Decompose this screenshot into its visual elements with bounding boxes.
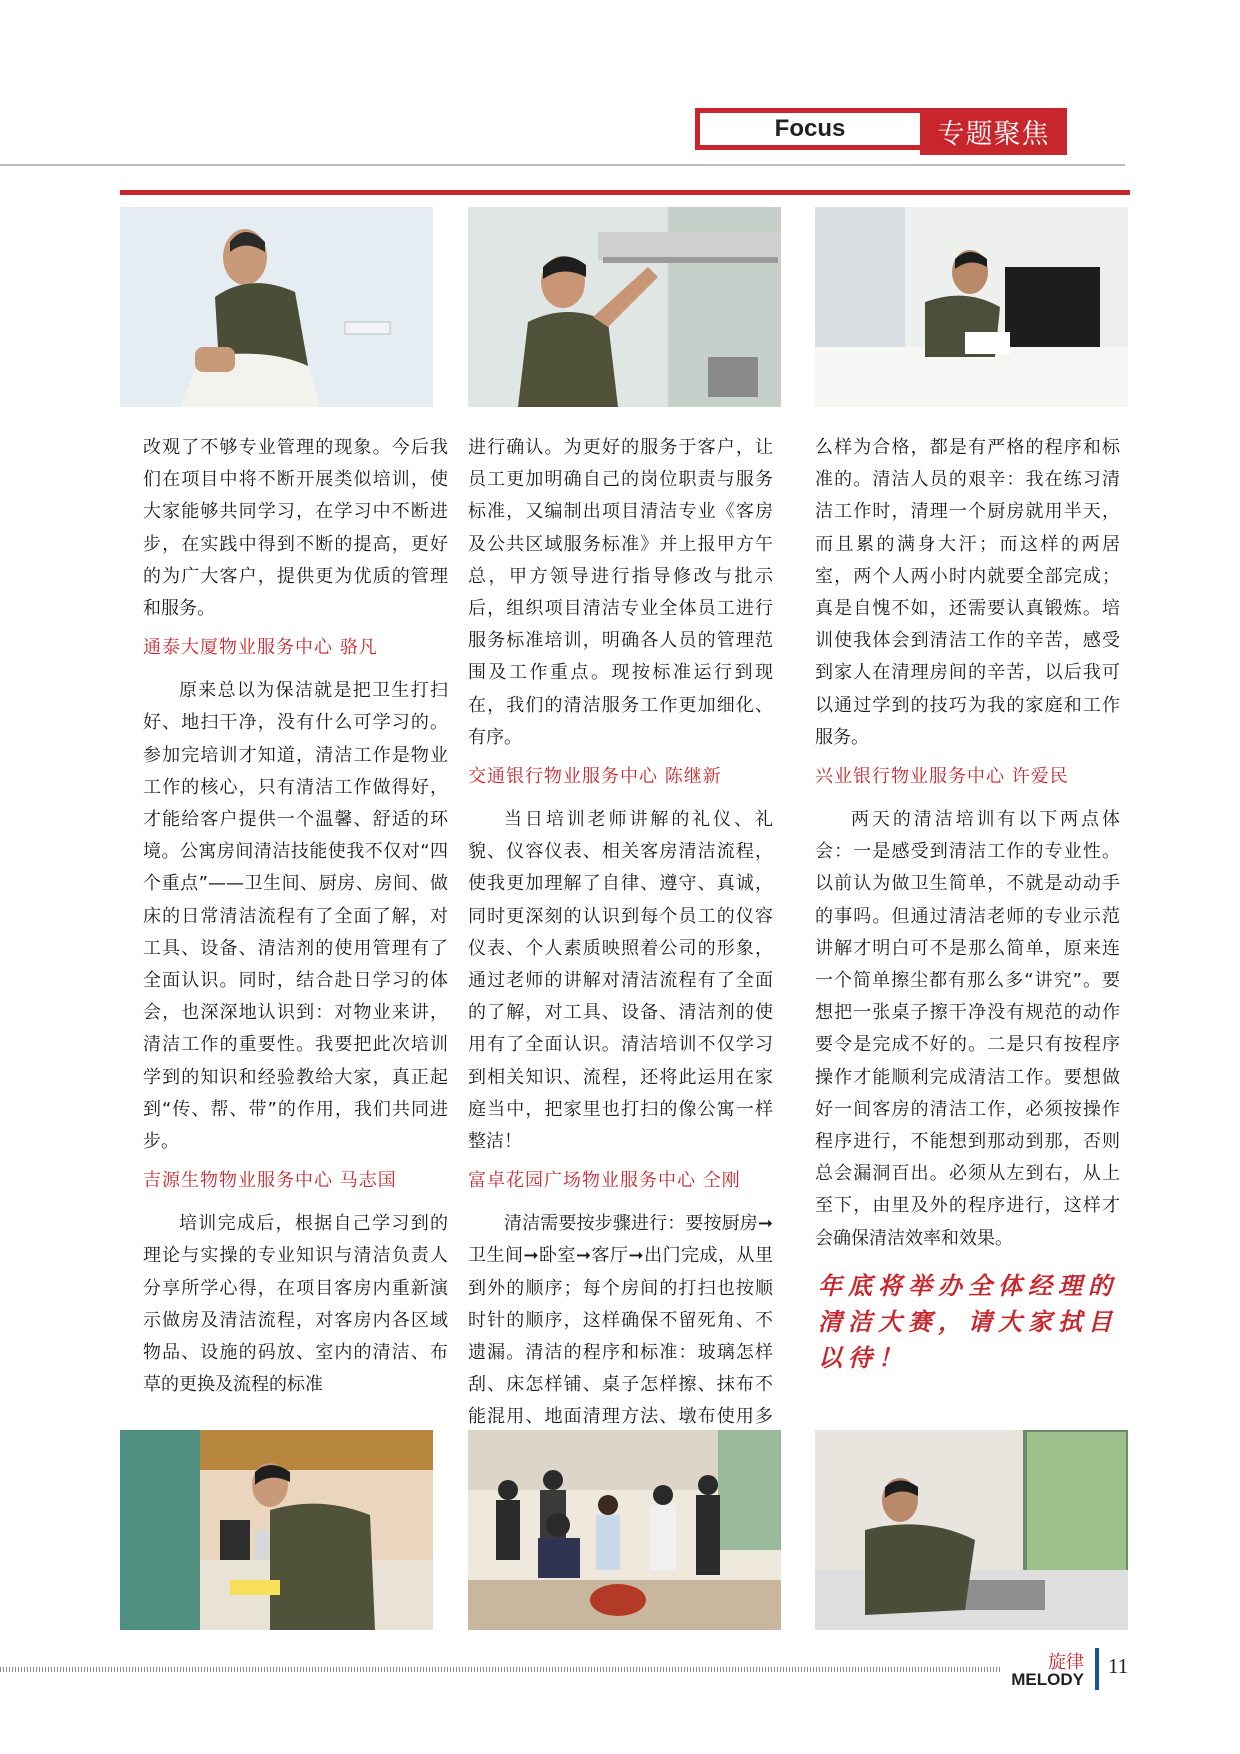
paragraph: 当日培训老师讲解的礼仪、礼貌、仪容仪表、相关客房清洁流程，使我更加理解了自律、遵守、真诚，同时更深刻的认识到每个员工的仪容仪表、个人素质映照着公司的形象，通过老师的讲解对清洁流程有了全面的了解，对工具、设备、清洁剂的使用有了全面认识。清洁培训不仅学习到相关知识、流程，还将此运用在家庭当中，把家里也打扫的像公寓一样整洁！ [468,809,773,1153]
paragraph: 原来总以为保洁就是把卫生打扫好、地扫干净，没有什么可学习的。参加完培训才知道，清洁工作是物业工作的核心，只有清洁工作做得好，才能给客户提供一个温馨、舒适的环境。公寓房间清洁技能使我不仅对“四个重点”——卫生间、厨房、房间、做床的日常清洁流程有了全面了解，对工具、设备、清洁剂的使用管理有了全面认识。同时，结合赴日学习的体会，也深深地认识到：对物业来讲，清洁工作的重要性。我要把此次培训学到的知识和经验教给大家，真正起到“传、帮、带”的作用，我们共同进步。 [143,680,448,1153]
magazine-name-en: MELODY [1011,1670,1084,1689]
text-column-3 [815,432,1120,1255]
paragraph: 进行确认。为更好的服务于客户，让员工更加明确自己的岗位职责与服务标准，又编制出项目清洁专业《客房及公共区域服务标准》并上报甲方午总，甲方领导进行指导修改与批示后，组织项目清洁专业全体员工进行服务标准培训，明确各人员的管理范围及工作重点。现按标准运行到现在，我们的清洁服务工作更加细化、有序。 [468,437,773,748]
photo-man-folding-towel [120,207,433,407]
red-rule [120,190,1130,195]
photo-woman-cleaning-hood [468,207,781,407]
photo-man-making-bed [815,207,1128,407]
page-number: 11 [1108,1654,1129,1678]
section-tab-en: Focus [695,108,920,150]
byline: 吉源生物物业服务中心 马志国 [143,1170,397,1192]
footer-divider [1095,1648,1099,1690]
photo-group-training [468,1430,781,1630]
byline: 交通银行物业服务中心 陈继新 [468,766,722,788]
byline: 富卓花园广场物业服务中心 仝刚 [468,1170,741,1192]
photo-man-washing-sink [815,1430,1128,1630]
photo-woman-kitchen [120,1430,433,1630]
text-column-1 [143,432,448,1401]
paragraph: 么样为合格，都是有严格的程序和标准的。清洁人员的艰辛：我在练习清洁工作时，清理一个厨房就用半天，而且累的满身大汗；而这样的两居室，两个人两小时内就要全部完成；真是自愧不如，还需要认真锻炼。培训使我体会到清洁工作的辛苦，感受到家人在清理房间的辛苦，以后我可以通过学到的技巧为我的家庭和工作服务。 [815,437,1120,748]
top-rule [0,164,1125,166]
paragraph: 培训完成后，根据自己学习到的理论与实操的专业知识与清洁负责人分享所学心得，在项目客房内重新演示做房及清洁流程，对客房内各区域物品、设施的码放、室内的清洁、布草的更换及流程的标准 [143,1213,448,1396]
byline: 通泰大厦物业服务中心 骆凡 [143,637,378,659]
paragraph: 改观了不够专业管理的现象。今后我们在项目中将不断开展类似培训，使大家能够共同学习，在学习中不断进步，在实践中得到不断的提高，更好的为广大客户，提供更为优质的管理和服务。 [143,437,448,620]
section-tab-zh: 专题聚焦 [920,108,1067,155]
paragraph: 两天的清洁培训有以下两点体会：一是感受到清洁工作的专业性。以前认为做卫生简单，不就是动动手的事吗。但通过清洁老师的专业示范讲解才明白可不是那么简单，原来连一个简单擦尘都有那么多“讲究”。要想把一张桌子擦干净没有规范的动作要令是完成不好的。二是只有按程序操作才能顺利完成清洁工作。要想做好一间客房的清洁工作，必须按操作程序进行，不能想到那动到那，否则总会漏洞百出。必须从左到右，从上至下，由里及外的程序进行，这样才会确保清洁效率和效果。 [815,809,1120,1249]
magazine-name-zh: 旋律 [1048,1652,1084,1673]
paragraph: 清洁需要按步骤进行：要按厨房➞卫生间➞卧室➞客厅➞出门完成，从里到外的顺序；每个房间的打扫也按顺时针的顺序，这样确保不留死角、不遗漏。清洁的程序和标准：玻璃怎样刮、床怎样铺、桌子怎样擦、抹布不能混用、地面清理方法、墩布使用多 [468,1213,773,1428]
footer-rule [0,1667,1000,1672]
slogan: 年底将举办全体经理的清洁大赛，请大家拭目以待！ [818,1271,1118,1372]
text-column-2 [468,432,773,1466]
byline: 兴业银行物业服务中心 许爱民 [815,766,1069,788]
